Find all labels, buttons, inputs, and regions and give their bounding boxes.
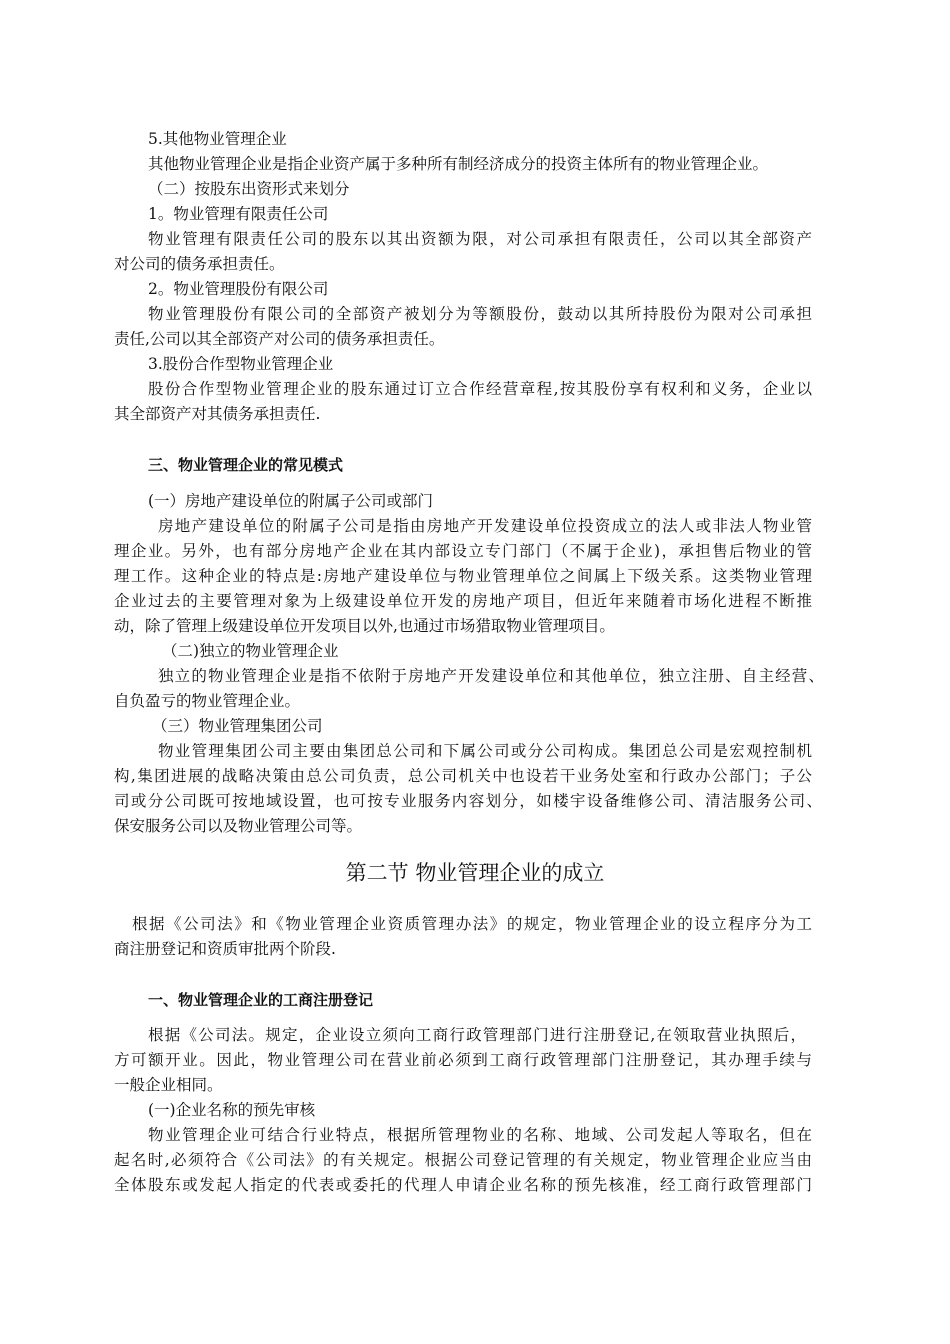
subheading-by-shareholder: （二）按股东出资形式来划分 <box>148 180 350 198</box>
subheading-other-enterprises: 5.其他物业管理企业 <box>148 130 287 148</box>
paragraph-line: 股份合作型物业管理企业的股东通过订立合作经营章程,按其股份享有权利和义务，企业以 <box>148 380 812 398</box>
paragraph-line: 商注册登记和资质审批两个阶段. <box>114 940 336 958</box>
paragraph-line: 根据《公司法。规定，企业设立须向工商行政管理部门进行注册登记,在领取营业执照后， <box>148 1026 806 1044</box>
paragraph-line: 起名时,必须符合《公司法》的有关规定。根据公司登记管理的有关规定，物业管理企业应当由 <box>114 1151 812 1169</box>
subheading-cooperative: 3.股份合作型物业管理企业 <box>148 355 334 373</box>
paragraph-line: 其他物业管理企业是指企业资产属于多种所有制经济成分的投资主体所有的物业管理企业。 <box>148 155 769 173</box>
paragraph-line: 一般企业相同。 <box>114 1076 223 1094</box>
subheading-group-company: （三）物业管理集团公司 <box>152 717 323 735</box>
subheading-joint-stock: 2。物业管理股份有限公司 <box>148 280 329 298</box>
paragraph-line: 房地产建设单位的附属子公司是指由房地产开发建设单位投资成立的法人或非法人物业管 <box>158 517 812 535</box>
paragraph-line: 保安服务公司以及物业管理公司等。 <box>114 817 363 835</box>
paragraph-line: 其全部资产对其债务承担责任. <box>114 405 321 423</box>
paragraph-line: 物业管理企业可结合行业特点，根据所管理物业的名称、地域、公司发起人等取名，但在 <box>148 1126 812 1144</box>
paragraph-line: 物业管理集团公司主要由集团总公司和下属公司或分公司构成。集团总公司是宏观控制机 <box>158 742 812 760</box>
paragraph-line: 责任,公司以其全部资产对公司的债务承担责任。 <box>114 330 445 348</box>
paragraph-line: 理企业。另外，也有部分房地产企业在其内部设立专门部门（不属于企业)，承担售后物业的管 <box>114 542 812 560</box>
paragraph-line: 根据《公司法》和《物业管理企业资质管理办法》的规定，物业管理企业的设立程序分为工 <box>132 915 812 933</box>
subheading-subsidiary: (一）房地产建设单位的附属子公司或部门 <box>148 492 434 510</box>
paragraph-line: 物业管理有限责任公司的股东以其出资额为限，对公司承担有限责任，公司以其全部资产 <box>148 230 812 248</box>
paragraph-line: 对公司的债务承担责任。 <box>114 255 285 273</box>
paragraph-line: 独立的物业管理企业是指不依附于房地产开发建设单位和其他单位，独立注册、自主经营、 <box>158 667 824 685</box>
paragraph-line: 理工作。这种企业的特点是:房地产建设单位与物业管理单位之间属上下级关系。这类物业管理 <box>114 567 812 585</box>
paragraph-line: 企业过去的主要管理对象为上级建设单位开发的房地产项目，但近年来随着市场化进程不断推 <box>114 592 812 610</box>
paragraph-line: 物业管理股份有限公司的全部资产被划分为等额股份，鼓动以其所持股份为限对公司承担 <box>148 305 812 323</box>
paragraph-line: 全体股东或发起人指定的代表或委托的代理人申请企业名称的预先核准，经工商行政管理部门 <box>114 1176 812 1194</box>
section-title: 第二节 物业管理企业的成立 <box>345 861 605 885</box>
paragraph-line: 司或分公司既可按地域设置，也可按专业服务内容划分，如楼宇设备维修公司、清洁服务公司、 <box>114 792 822 810</box>
paragraph-line: 方可额开业。因此，物业管理公司在营业前必须到工商行政管理部门注册登记，其办理手续与 <box>114 1051 812 1069</box>
paragraph-line: 构,集团进展的战略决策由总公司负责，总公司机关中也设若干业务处室和行政办公部门；子公 <box>114 767 812 785</box>
section-heading-registration: 一、物业管理企业的工商注册登记 <box>148 991 374 1009</box>
subheading-name-review: (一)企业名称的预先审核 <box>148 1101 316 1119</box>
subheading-limited-liability: 1。物业管理有限责任公司 <box>148 205 329 223</box>
paragraph-line: 自负盈亏的物业管理企业。 <box>114 692 301 710</box>
subheading-independent: （二)独立的物业管理企业 <box>162 642 339 660</box>
section-heading-common-modes: 三、物业管理企业的常见模式 <box>148 456 344 474</box>
paragraph-line: 动，除了管理上级建设单位开发项目以外,也通过市场猎取物业管理项目。 <box>114 617 615 635</box>
